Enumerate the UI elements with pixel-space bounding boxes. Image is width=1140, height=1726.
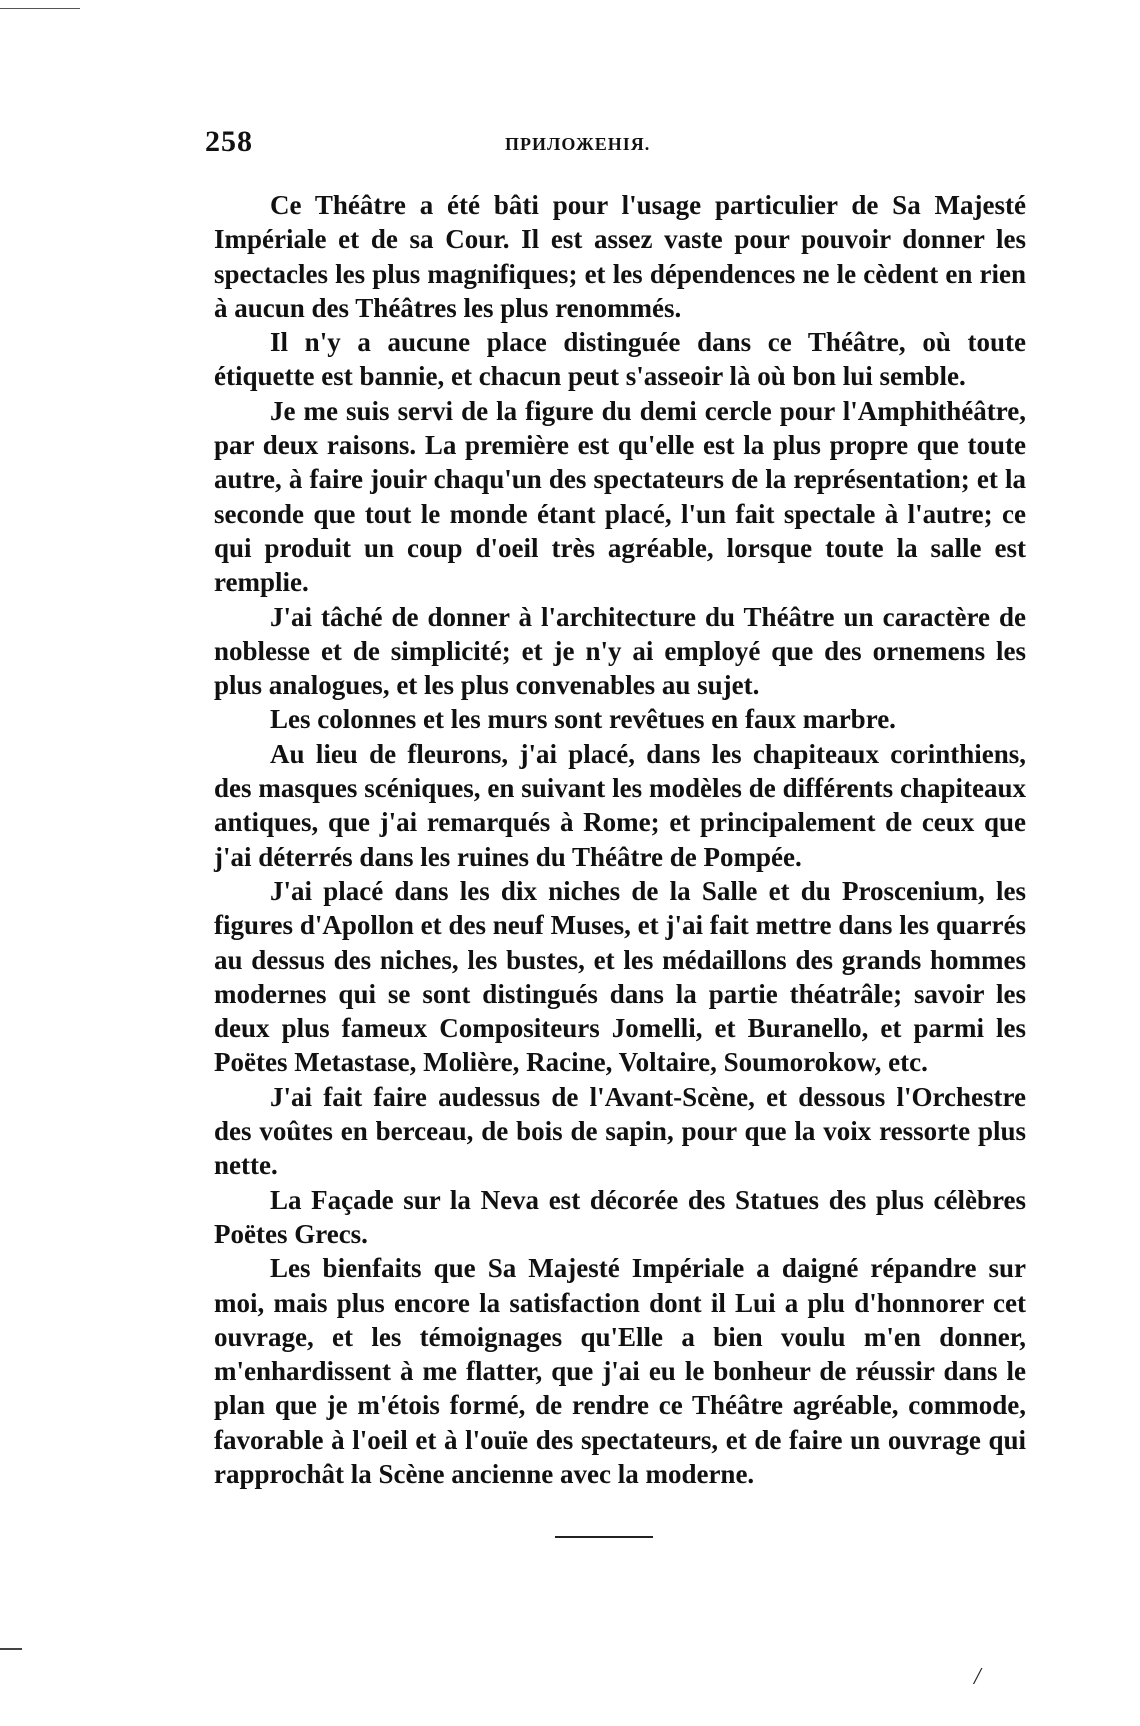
paragraph-8: J'ai fait faire audessus de l'Avant-Scène, et dessous l'Orchestre des voûtes en berceau, de bois de sapin, pour que la voix ressorte plus nette. — [214, 1081, 1026, 1181]
page-number: 258 — [205, 125, 253, 158]
body-text — [214, 188, 1026, 1491]
paragraph-6: Au lieu de fleurons, j'ai placé, dans les chapiteaux corinthiens, des masques scéniques, en suivant les modèles de différents chapiteaux antiques, que j'ai remarqués à Rome; et principalement de ceux que j'ai déterrés dans les ruines du Théâtre de Pompée. — [214, 738, 1026, 872]
paragraph-5: Les colonnes et les murs sont revêtues en faux marbre. — [270, 704, 896, 735]
paragraph-9: La Façade sur la Neva est décorée des Statues des plus célèbres Poëtes Grecs. — [214, 1184, 1026, 1249]
paragraph-1: Ce Théâtre a été bâti pour l'usage particulier de Sa Majesté Impériale et de sa Cour. Il est assez vaste pour pouvoir donner les spectacles les plus magnifiques; et les dépendences ne le cèdent en rien à aucun des Théâtres les plus renommés. — [214, 190, 1026, 323]
margin-mark — [0, 1648, 22, 1650]
page-header — [205, 125, 1025, 165]
corner-mark: / — [974, 1664, 981, 1690]
paragraph-2: Il n'y a aucune place distinguée dans ce Théâtre, où toute étiquette est bannie, et chacun peut s'asseoir là où bon lui semble. — [214, 327, 1026, 392]
paragraph-3: Je me suis servi de la figure du demi cercle pour l'Amphithéâtre, par deux raisons. La première est qu'elle est la plus propre que toute autre, à faire jouir chaqu'un des spectateurs de la représentation; et la seconde que tout le monde étant placé, l'un fait spectale à l'autre; ce qui produit un coup d'oeil très agréable, lorsque toute la salle est remplie. — [214, 395, 1026, 598]
scan-edge-rule — [0, 8, 80, 9]
paragraph-10: Les bienfaits que Sa Majesté Impériale a daigné répandre sur moi, mais plus encore la satisfaction dont il Lui a plu d'honnorer cet ouvrage, et les témoignages qu'Elle a bien voulu m'en donner, m'enhardissent à me flatter, que j'ai eu le bonheur de réussir dans le plan que je m'étois formé, de rendre ce Théâtre agréable, commode, favorable à l'oeil et à l'ouïe des spectateurs, et de faire un ouvrage qui rapprochât la Scène ancienne avec la moderne. — [214, 1253, 1026, 1489]
paragraph-7: J'ai placé dans les dix niches de la Salle et du Proscenium, les figures d'Apollon et des neuf Muses, et j'ai fait mettre dans les quarrés au dessus des niches, les bustes, et les médaillons des grands hommes modernes qui se sont distingués dans la partie théatrâle; savoir les deux plus fameux Compositeurs Jomelli, et Buranello, et parmi les Poëtes Metastase, Molière, Racine, Voltaire, Soumorokow, etc. — [214, 875, 1026, 1078]
running-head: ПРИЛОЖЕНІЯ. — [505, 134, 651, 154]
paragraph-4: J'ai tâché de donner à l'architecture du Théâtre un caractère de noblesse et de simplicité; et je n'y ai employé que des ornemens les plus analogues, et les plus convenables au sujet. — [214, 601, 1026, 701]
end-rule — [555, 1536, 653, 1538]
